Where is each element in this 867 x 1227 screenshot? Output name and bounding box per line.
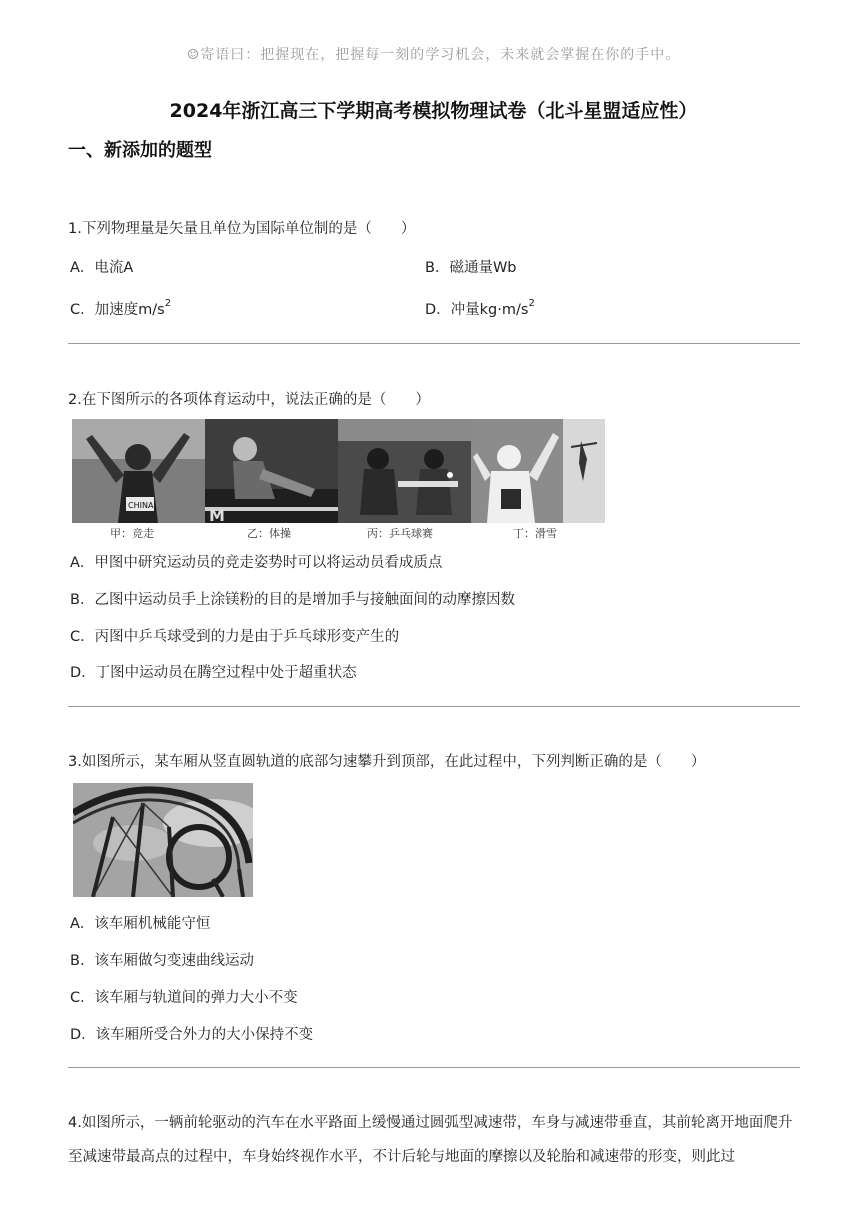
caption-skiing: 丁：滑雪	[513, 527, 557, 540]
question-1-option-d[interactable]	[425, 298, 535, 319]
question-2-option-b[interactable]	[70, 588, 515, 609]
exam-title: 2024年浙江高三下学期高考模拟物理试卷（北斗星盟适应性）	[169, 100, 698, 122]
question-2-stem: 2.在下图所示的各项体育运动中，说法正确的是（ ）	[68, 392, 430, 408]
roller-coaster-photo	[73, 783, 253, 897]
option-text: B．磁通量Wb	[425, 260, 517, 276]
option-text: D．丁图中运动员在腾空过程中处于超重状态	[70, 665, 357, 681]
superscript: 2	[528, 298, 535, 310]
svg-text:M: M	[209, 506, 225, 523]
option-text: B．该车厢做匀变速曲线运动	[70, 953, 254, 969]
question-1-option-b[interactable]	[425, 256, 517, 277]
gymnastics-photo	[205, 419, 338, 523]
option-text: C．该车厢与轨道间的弹力大小不变	[70, 990, 298, 1006]
question-3-option-c[interactable]	[70, 986, 298, 1007]
question-3-option-b[interactable]	[70, 949, 254, 970]
question-2-option-c[interactable]	[70, 625, 399, 646]
caption-table-tennis: 丙：乒乓球赛	[367, 527, 433, 540]
question-4-stem: 4.如图所示，一辆前轮驱动的汽车在水平路面上缓慢通过圆弧型减速带，车身与减速带垂直，其前轮离开地面爬升至减速带最高点的过程中，车身始终视作水平，不计后轮与地面的摩擦以及轮胎和减速带的形变，则此过	[68, 1115, 793, 1165]
option-text: C．丙图中乒乓球受到的力是由于乒乓球形变产生的	[70, 629, 400, 645]
table-tennis-photo	[338, 419, 471, 523]
race-walking-photo	[72, 419, 205, 523]
option-text: A．电流A	[70, 260, 134, 276]
caption-race-walking: 甲：竞走	[110, 527, 154, 540]
option-text: C．加速度m/s	[70, 302, 165, 318]
question-3-option-a[interactable]	[70, 912, 210, 933]
skiing-photo	[471, 419, 605, 523]
option-text: B．乙图中运动员手上涂镁粉的目的是增加手与接触面间的动摩擦因数	[70, 592, 515, 608]
section-heading: 一、新添加的题型	[68, 140, 212, 161]
option-text: D．该车厢所受合外力的大小保持不变	[70, 1027, 314, 1043]
divider	[68, 343, 800, 344]
option-text: D．冲量kg·m/s	[425, 302, 529, 318]
option-text: A．该车厢机械能守恒	[70, 916, 211, 932]
question-2-option-d[interactable]	[70, 661, 357, 682]
question-3-stem: 3.如图所示，某车厢从竖直圆轨道的底部匀速攀升到顶部，在此过程中，下列判断正确的是（ ）	[68, 754, 706, 770]
divider	[68, 1067, 800, 1068]
question-1-option-a[interactable]	[70, 256, 133, 277]
caption-gymnastics: 乙：体操	[247, 527, 291, 540]
divider	[68, 706, 800, 707]
question-1-option-c[interactable]	[70, 298, 171, 319]
question-1-stem: 1.下列物理量是矢量且单位为国际单位制的是（ ）	[68, 221, 416, 237]
superscript: 2	[164, 298, 172, 310]
motto-header: ☺寄语曰：把握现在，把握每一刻的学习机会，未来就会掌握在你的手中。	[186, 47, 681, 63]
option-text: A．甲图中研究运动员的竞走姿势时可以将运动员看成质点	[70, 555, 443, 571]
svg-text:CHINA: CHINA	[128, 501, 154, 510]
question-2-option-a[interactable]	[70, 551, 442, 572]
question-3-option-d[interactable]	[70, 1023, 313, 1044]
sports-figure	[72, 419, 605, 541]
